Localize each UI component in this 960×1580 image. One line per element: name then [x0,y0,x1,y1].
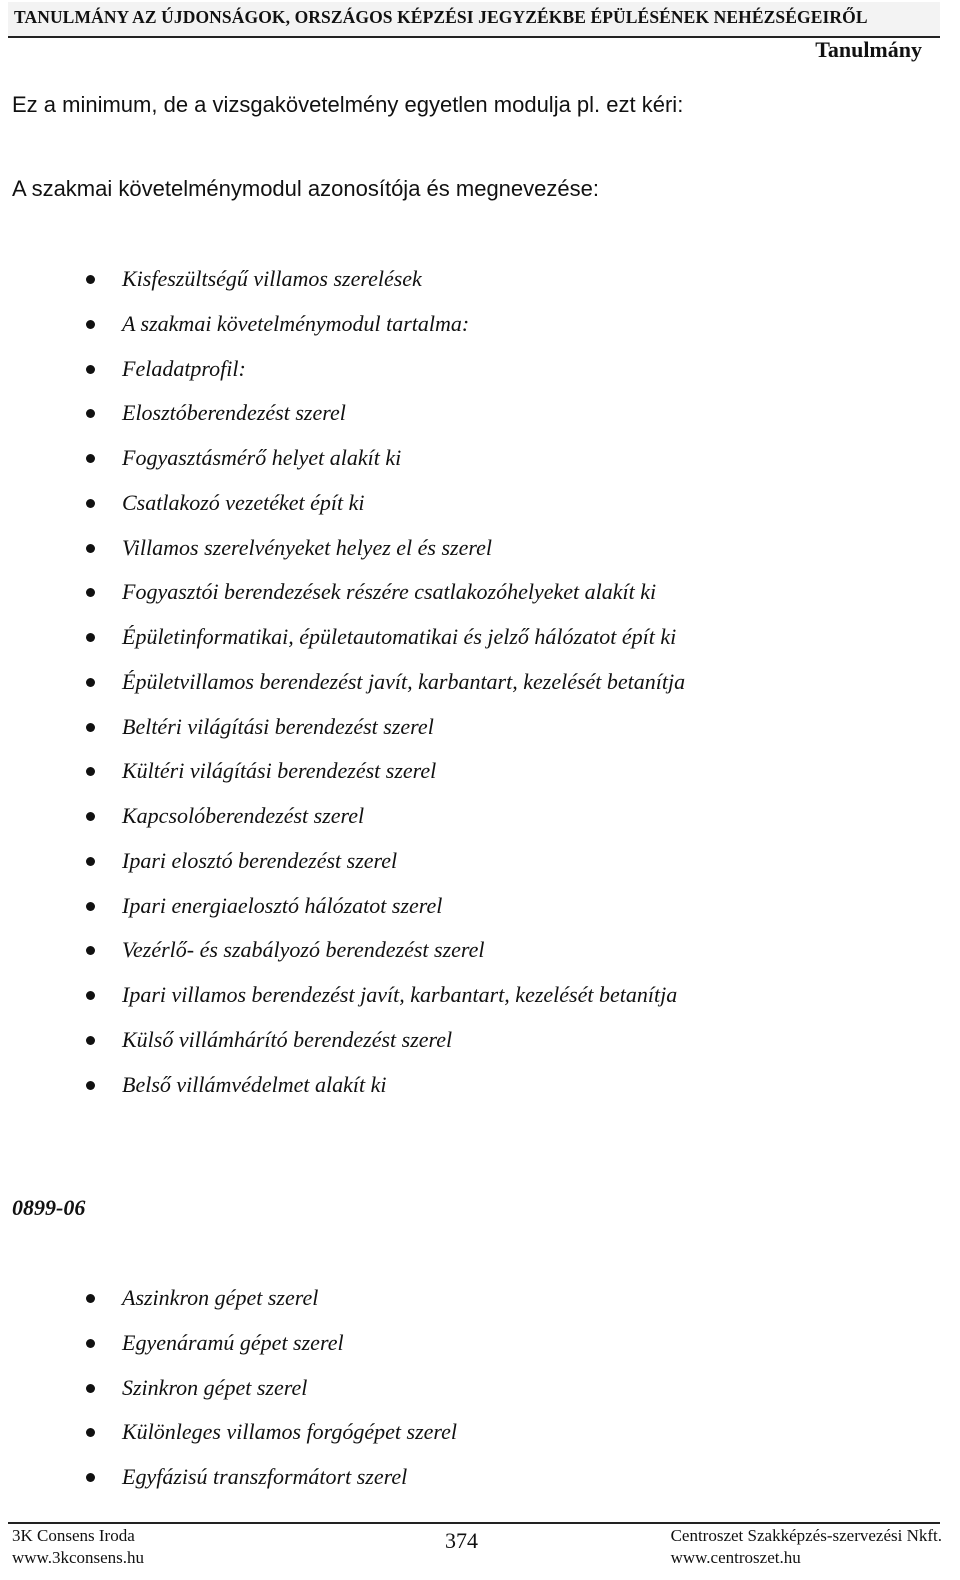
list-item-text: Kisfeszültségű villamos szerelések [122,266,422,291]
list-item [0,391,685,436]
list-item [0,884,685,929]
list-item [0,928,685,973]
list-item [0,481,685,526]
list-item [0,839,685,884]
bullet-icon [86,544,95,553]
footer-right-name: Centroszet Szakképzés-szervezési Nkft. [670,1526,942,1545]
list-item-text: Fogyasztásmérő helyet alakít ki [122,445,402,470]
intro-paragraph: Ez a minimum, de a vizsgakövetelmény egyetlen modulja pl. ezt kéri: [12,92,684,117]
list-item [0,1063,685,1108]
page-number: 374 [445,1528,478,1553]
running-header [8,2,940,38]
footer-left [12,1525,144,1569]
list-item [0,973,685,1018]
list-item [0,526,685,571]
bullet-icon [86,1339,95,1348]
list-item-text: Beltéri világítási berendezést szerel [122,713,434,739]
list-item [0,1018,685,1063]
bullet-icon [86,1428,95,1437]
list-item-text: Különleges villamos forgógépet szerel [122,1419,458,1445]
list-item-text: Külső villámhárító berendezést szerel [122,1026,453,1052]
bullet-icon [86,499,95,508]
list-item [0,1455,457,1500]
list-item [0,347,685,392]
bullet-icon [86,991,95,1000]
bullet-icon [86,946,95,955]
list-item [0,257,685,302]
list-item-text: Ipari elosztó berendezést szerel [122,847,398,873]
list-item-text: Egyfázisú transzformátort szerel [122,1464,408,1489]
list-item-text: Villamos szerelvényeket helyez el és szerel [122,534,492,560]
list-item [0,1321,457,1366]
module-heading: A szakmai követelménymodul azonosítója és megnevezése: [12,176,599,201]
bullet-icon [86,678,95,687]
list-item [0,1410,457,1455]
list-item-text: Egyenáramú gépet szerel [122,1329,344,1355]
bullet-icon [86,365,95,374]
list-item [0,660,685,705]
list-item-text: Belső villámvédelmet alakít ki [122,1071,387,1097]
bullet-icon [86,1081,95,1090]
bullet-icon [86,857,95,866]
list-item [0,302,685,347]
list-item-text: Épületinformatikai, épületautomatikai és jelző hálózatot épít ki [122,624,677,649]
list-item-text: Aszinkron gépet szerel [122,1285,319,1310]
bullet-icon [86,1384,95,1393]
list-item-text: Fogyasztói berendezések részére csatlakozóhelyeket alakít ki [122,579,657,605]
list-item [0,1276,457,1321]
list-item-text: Ipari energiaelosztó hálózatot szerel [122,892,443,918]
module-content-list [0,257,685,1107]
bullet-icon [86,1473,95,1482]
list-item-text: Kapcsolóberendezést szerel [122,803,365,828]
footer-left-name: 3K Consens Iroda [12,1526,135,1545]
list-item-text: Szinkron gépet szerel [122,1374,308,1400]
bullet-icon [86,767,95,776]
list-item-text: Vezérlő- és szabályozó berendezést szerel [122,937,485,963]
bullet-icon [86,633,95,642]
bullet-icon [86,409,95,418]
bullet-icon [86,902,95,911]
list-item-text: A szakmai követelménymodul tartalma: [122,310,470,336]
footer-right [671,1525,942,1569]
bullet-icon [86,723,95,732]
bullet-icon [86,812,95,821]
bullet-icon [86,1294,95,1303]
list-item-text: Feladatprofil: [122,355,246,381]
list-item [0,705,685,750]
bullet-icon [86,588,95,597]
list-item-text: Épületvillamos berendezést javít, karbantart, kezelését betanítja [122,668,686,694]
bullet-icon [86,454,95,463]
list-item [0,615,685,660]
list-item-text: Kültéri világítási berendezést szerel [122,758,437,784]
list-item-text: Ipari villamos berendezést javít, karbantart, kezelését betanítja [122,982,678,1007]
bullet-icon [86,275,95,284]
module-code-list [0,1276,457,1500]
list-item [0,436,685,481]
module-code: 0899-06 [12,1195,86,1220]
footer-left-url: www.3kconsens.hu [12,1548,145,1567]
footer-right-url: www.centroszet.hu [670,1548,801,1567]
list-item [0,794,685,839]
bullet-icon [86,1036,95,1045]
list-item [0,570,685,615]
list-item-text: Csatlakozó vezetéket épít ki [122,489,365,515]
footer-divider [8,1522,940,1524]
list-item [0,1366,457,1411]
header-title: TANULMÁNY AZ ÚJDONSÁGOK, ORSZÁGOS KÉPZÉSI JEGYZÉKBE ÉPÜLÉSÉNEK NEHÉZSÉGEIRŐL [14,7,868,27]
header-doc-type: Tanulmány [815,37,922,62]
list-item [0,749,685,794]
list-item-text: Elosztóberendezést szerel [122,400,346,426]
bullet-icon [86,320,95,329]
